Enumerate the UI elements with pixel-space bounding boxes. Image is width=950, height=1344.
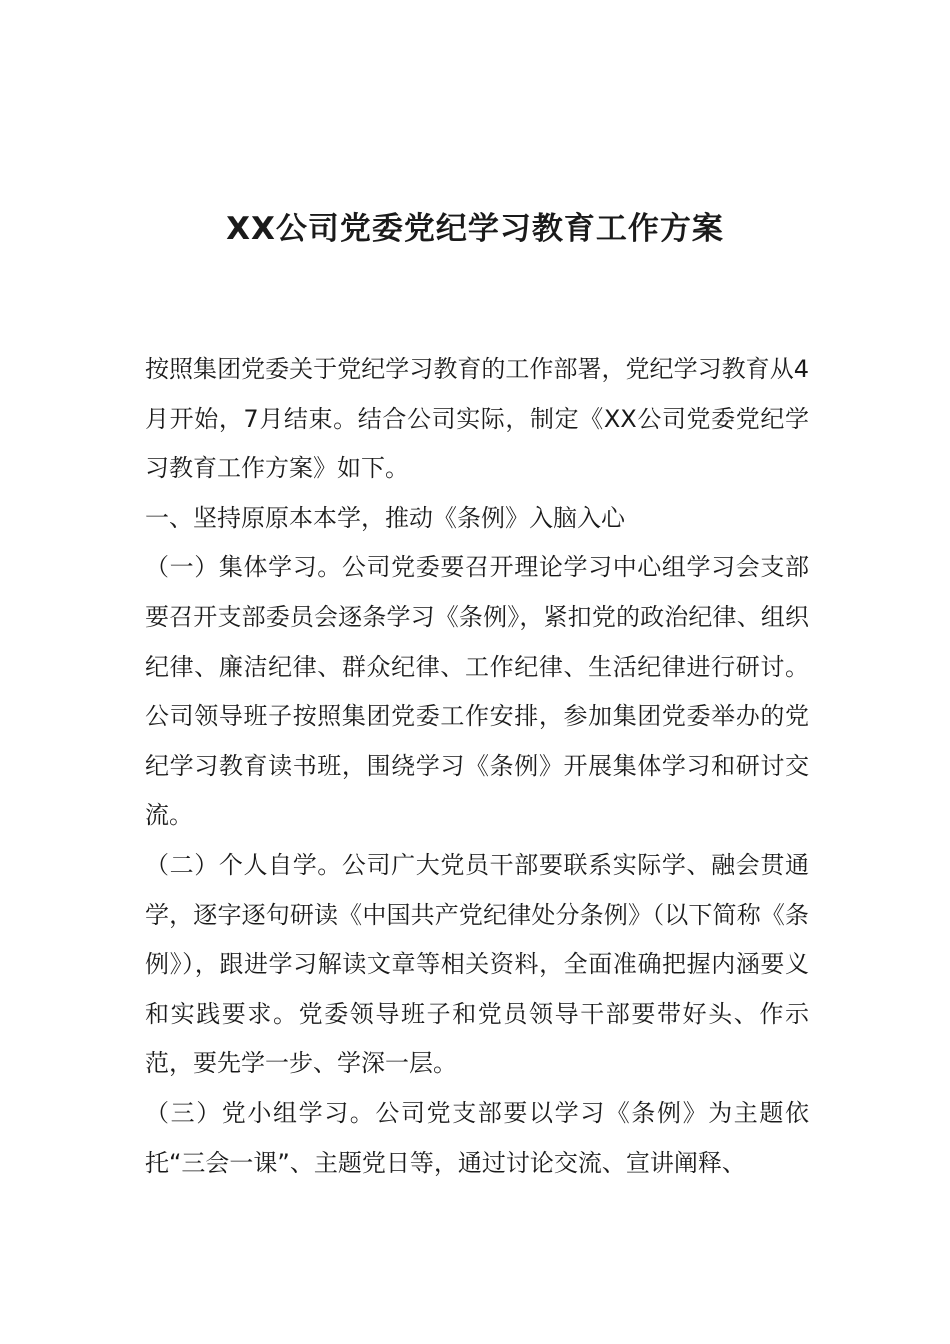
document-body (145, 345, 809, 1188)
intro-paragraph: 按照集团党委关于党纪学习教育的工作部署，党纪学习教育从4月开始，7月结束。结合公司实际，制定《XX公司党委党纪学习教育工作方案》如下。 (145, 355, 809, 483)
document-title: XX公司党委党纪学习教育工作方案 (226, 211, 724, 247)
section-heading-1: 一、坚持原原本本学，推动《条例》入脑入心 (145, 503, 625, 532)
paragraph-party-group-study: （三）党小组学习。公司党支部要以学习《条例》为主题依托“三会一课”、主题党日等，通过讨论交流、宣讲阐释、 (145, 1098, 809, 1177)
paragraph-self-study: （二）个人自学。公司广大党员干部要联系实际学、融会贯通学，逐字逐句研读《中国共产党纪律处分条例》（以下简称《条例》），跟进学习解读文章等相关资料，全面准确把握内涵要义和实践要求。党委领导班子和党员领导干部要带好头、作示范，要先学一步、学深一层。 (145, 850, 809, 1078)
paragraph-collective-study: （一）集体学习。公司党委要召开理论学习中心组学习会支部要召开支部委员会逐条学习《条例》，紧扣党的政治纪律、组织纪律、廉洁纪律、群众纪律、工作纪律、生活纪律进行研讨。公司领导班子按照集团党委工作安排，参加集团党委举办的党纪学习教育读书班，围绕学习《条例》开展集体学习和研讨交流。 (145, 553, 809, 830)
